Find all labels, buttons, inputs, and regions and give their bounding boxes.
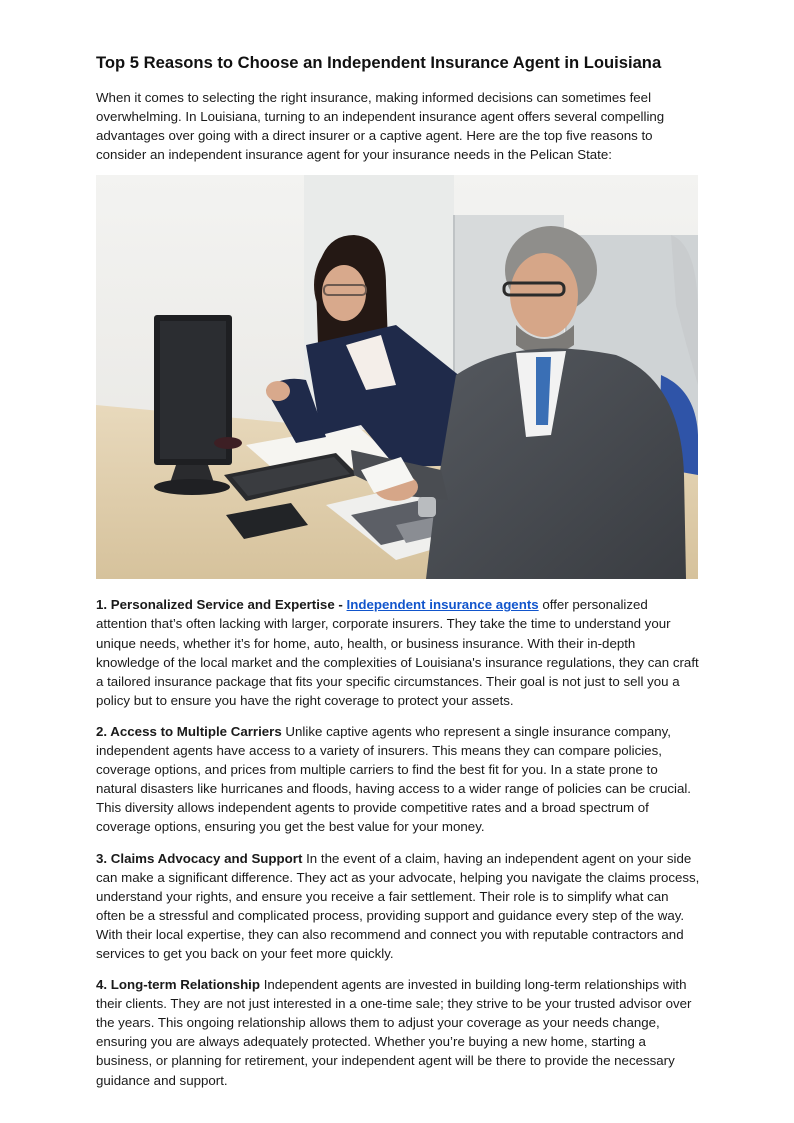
section-1-heading: 1. Personalized Service and Expertise -	[96, 597, 347, 613]
section-2-body: Unlike captive agents who represent a single insurance company, independent agents have access to a variety of insurers. This means they can compare policies, coverage options, and prices from multiple carriers to find the best fit for you. In a state prone to natural disasters like hurricanes and floods, having access to a wider range of policies can be crucial. This diversity allows independent agents to provide competitive rates and a broad spectrum of coverage options, ensuring you get the best value for your money.	[96, 723, 691, 835]
section-1	[96, 595, 700, 710]
article	[96, 52, 700, 1102]
section-4-body: Independent agents are invested in building long-term relationships with their clients. They are not just interested in a one-time sale; they strive to be your trusted advisor over the years. This ongoing relationship allows them to adjust your coverage as your needs change, ensuring you are always adequately protected. Whether you’re buying a new home, starting a business, or planning for retirement, your independent agent will be there to provide the necessary guidance and support.	[96, 977, 692, 1088]
section-3-heading: 3. Claims Advocacy and Support	[96, 850, 303, 866]
section-3-body: In the event of a claim, having an independent agent on your side can make a significant difference. They act as your advocate, helping you navigate the claims process, understand your rights, and ensure you receive a fair settlement. Their role is to simplify what can often be a stressful and complicated process, providing support and guidance every step of the way. With their local expertise, they can also recommend and connect you with reputable contractors and services to get you back on your feet more quickly.	[96, 850, 700, 961]
intro-paragraph: When it comes to selecting the right insurance, making informed decisions can sometimes feel overwhelming. In Louisiana, turning to an independent insurance agent offers several compelling advantages over going with a direct insurer or a captive agent. Here are the top five reasons to consider an independent insurance agent for your insurance needs in the Pelican State:	[96, 90, 665, 163]
office-photo	[96, 175, 698, 579]
section-1-body: offer personalized attention that’s often lacking with larger, corporate insurers. They take the time to understand your unique needs, whether it’s for home, auto, health, or business insurance. With their in-depth knowledge of the local market and the complexities of Louisiana's insurance regulations, they can craft a tailored insurance package that fits your specific circumstances. Their goal is not just to sell you a policy but to ensure you have the right coverage to protect your assets.	[96, 597, 699, 708]
independent-insurance-agents-link[interactable]: Independent insurance agents	[346, 597, 539, 613]
section-2-heading: 2. Access to Multiple Carriers	[96, 723, 282, 739]
section-4	[96, 975, 700, 1090]
article-title: Top 5 Reasons to Choose an Independent Insurance Agent in Louisiana	[96, 53, 662, 72]
section-3	[96, 849, 700, 964]
section-2	[96, 722, 700, 837]
section-4-heading: 4. Long-term Relationship	[96, 977, 261, 993]
